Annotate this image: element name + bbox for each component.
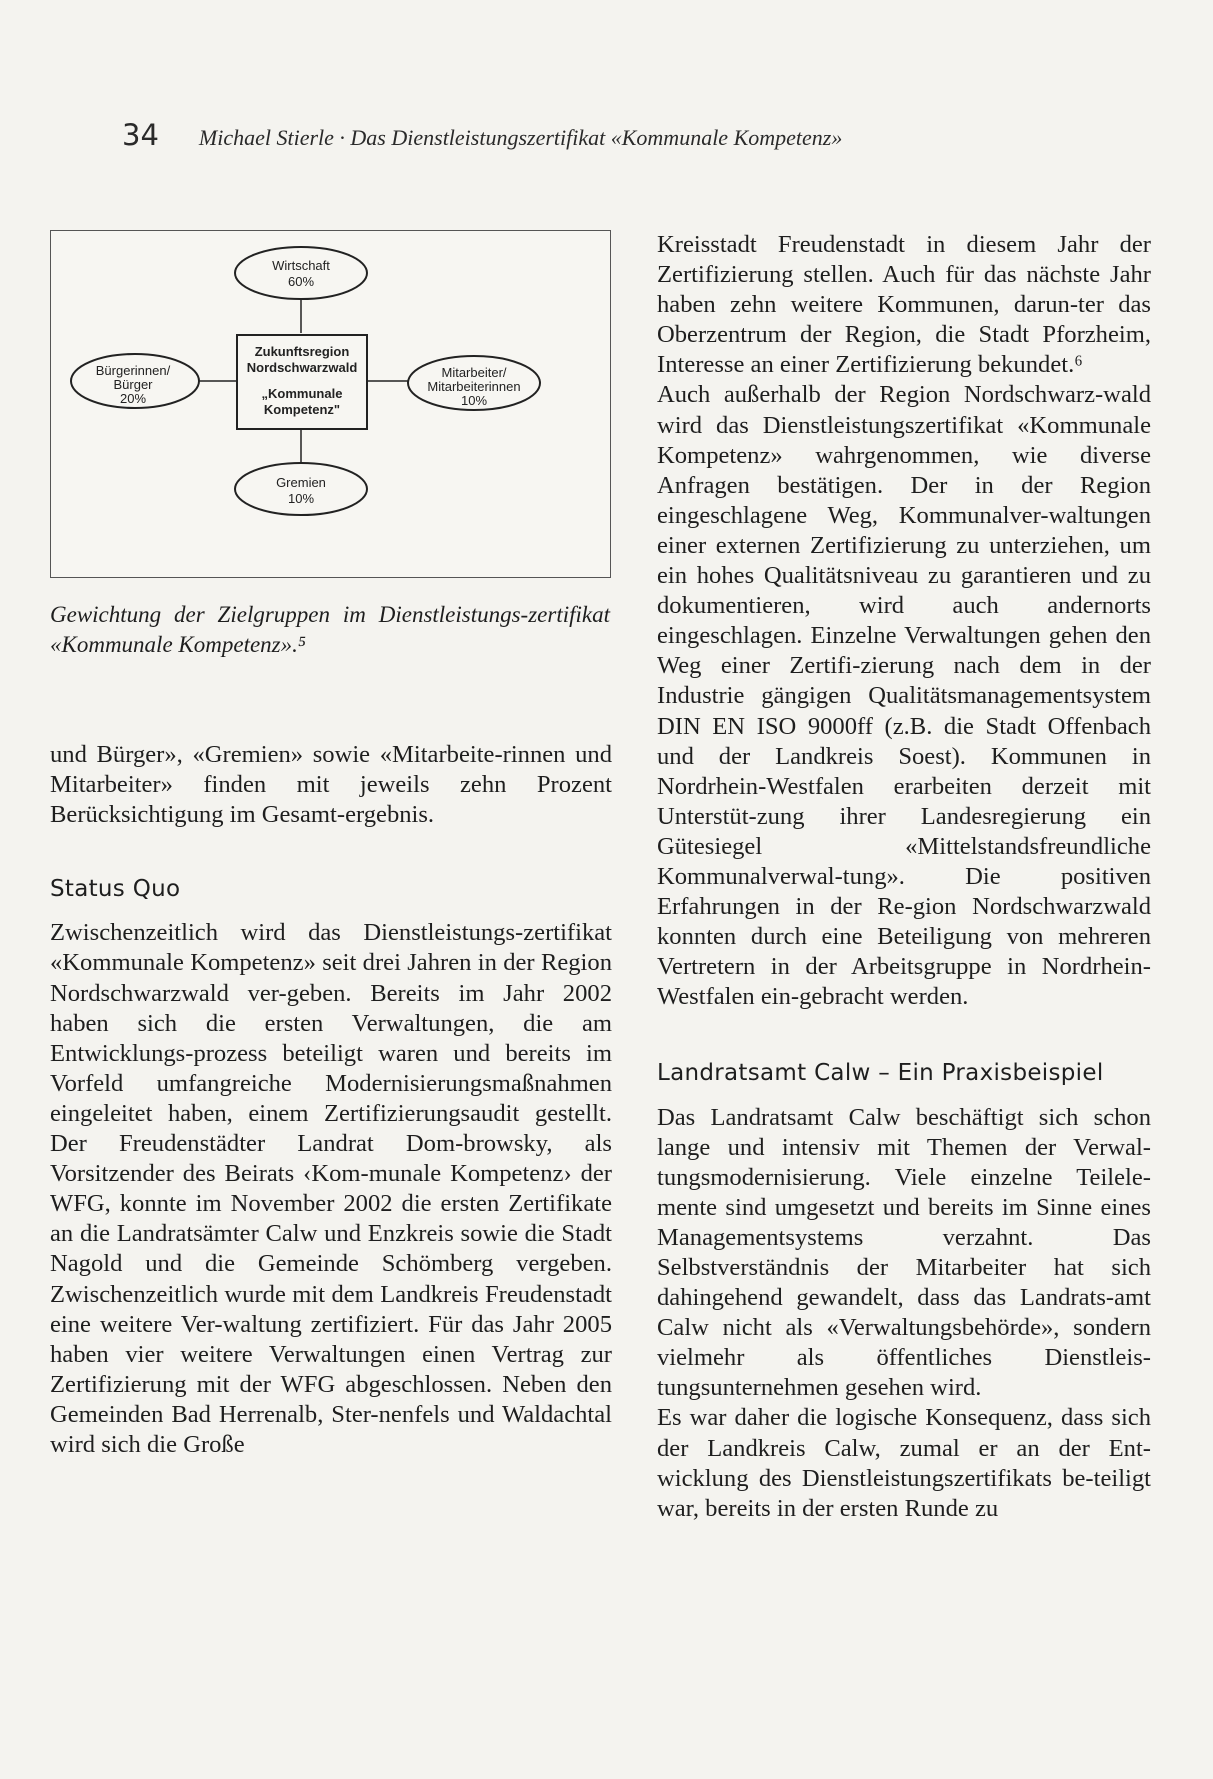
section-heading-landratsamt: Landratsamt Calw – Ein Praxisbeispiel <box>657 1060 1104 1087</box>
right-paragraph-3: Das Landratsamt Calw beschäftigt sich schon lange und intensiv mit Themen der Verwal-tungsmodernisierung. Viele einzelne Teilele-mente sind umgesetzt und bereits im Sinne eines Managementsystems verzahnt. Das Selbstverständnis der Mitarbeiter hat sich dahingehend gewandelt, dass das Landrats-amt Calw nicht als «Verwaltungsbehörde», sondern vielmehr als öffentliches Dienstleis-tungsunternehmen gesehen wird. <box>657 1103 1151 1402</box>
top-label: Wirtschaft <box>272 258 330 273</box>
page-header <box>122 118 1122 152</box>
left-column <box>50 230 672 1460</box>
right-label-2: Mitarbeiterinnen <box>427 379 521 394</box>
page-number: 34 <box>122 118 159 152</box>
center-line-1: Zukunftsregion <box>254 344 350 359</box>
left-label-1: Bürgerinnen/ <box>95 363 171 378</box>
target-group-diagram <box>50 230 611 578</box>
right-column <box>657 230 1151 1524</box>
top-value: 60% <box>287 274 315 289</box>
left-paragraph-2: Zwischenzeitlich wird das Dienstleistungs-zertifikat «Kommunale Kompetenz» seit drei Jahren in der Region Nordschwarzwald ver-geben. Bereits im Jahr 2002 haben sich die ersten Verwaltungen, die am Entwicklungs-prozess beteiligt waren und bereits im Vorfeld umfangreiche Modernisierungsmaßnahmen eingeleitet haben, einem Zertifizierungsaudit gestellt. Der Freudenstädter Landrat Dom-browsky, als Vorsitzender des Beirats ‹Kom-munale Kompetenz› der WFG, konnte im November 2002 die ersten Zertifikate an die Landratsämter Calw und Enzkreis sowie die Stadt Nagold und die Gemeinde Schömberg vergeben. Zwischenzeitlich wurde mit dem Landkreis Freudenstadt eine weitere Ver-waltung zertifiziert. Für das Jahr 2005 haben vier weitere Verwaltungen einen Vertrag zur Zertifizierung mit der WFG abgeschlossen. Neben den Gemeinden Bad Herrenalb, Ster-nenfels und Waldachtal wird sich die Große <box>50 919 612 1458</box>
figure-caption: Gewichtung der Zielgruppen im Dienstleistungs-zertifikat «Kommunale Kompetenz».⁵ <box>50 602 610 657</box>
right-value: 10% <box>460 393 488 408</box>
center-line-2: Nordschwarzwald <box>246 360 358 375</box>
center-line-4: Kompetenz" <box>263 402 341 417</box>
left-value: 20% <box>119 391 147 406</box>
right-label-1: Mitarbeiter/ <box>441 365 507 380</box>
right-paragraph-4: Es war daher die logische Konsequenz, dass sich der Landkreis Calw, zumal er an der Ent-wicklung des Dienstleistungszertifikats be-teiligt war, bereits in der ersten Runde zu <box>657 1404 1151 1522</box>
running-title: Michael Stierle · Das Dienstleistungszertifikat «Kommunale Kompetenz» <box>198 125 843 150</box>
center-line-3: „Kommunale <box>261 386 343 401</box>
right-paragraph-2: Auch außerhalb der Region Nordschwarz-wald wird das Dienstleistungszertifikat «Kommunale Kompetenz» wahrgenommen, wie diverse Anfragen bestätigen. Der in der Region eingeschlagene Weg, Kommunalver-waltungen einer externen Zertifizierung zu unterziehen, um ein hohes Qualitätsniveau zu garantieren und zu dokumentieren, wird auch andernorts eingeschlagen. Einzelne Verwaltungen gehen den Weg einer Zertifi-zierung nach dem in der Industrie gängigen Qualitätsmanagementsystem DIN EN ISO 9000ff (z.B. die Stadt Offenbach und der Landkreis Soest). Kommunen in Nordrhein-Westfalen erarbeiten derzeit mit Unterstüt-zung ihrer Landesregierung ein Gütesiegel «Mittelstandsfreundliche Kommunalverwal-tung». Die positiven Erfahrungen in der Re-gion Nordschwarzwald konnten durch eine Beteiligung von mehreren Vertretern in der Arbeitsgruppe in Nordrhein-Westfalen ein-gebracht werden. <box>657 381 1151 1011</box>
left-paragraph-1: und Bürger», «Gremien» sowie «Mitarbeite-rinnen und Mitarbeiter» finden mit jeweils zehn Prozent Berücksichtigung im Gesamt-ergebnis. <box>50 741 612 829</box>
diagram-svg <box>51 231 612 579</box>
bottom-label: Gremien <box>276 475 326 490</box>
bottom-value: 10% <box>287 491 315 506</box>
left-label-2: Bürger <box>113 377 153 392</box>
section-heading-status-quo: Status Quo <box>50 876 181 903</box>
right-paragraph-1: Kreisstadt Freudenstadt in diesem Jahr der Zertifizierung stellen. Auch für das nächste Jahr haben zehn weitere Kommunen, darun-ter das Oberzentrum der Region, die Stadt Pforzheim, Interesse an einer Zertifizierung bekundet.⁶ <box>657 231 1151 379</box>
ellipse-top <box>235 247 367 299</box>
